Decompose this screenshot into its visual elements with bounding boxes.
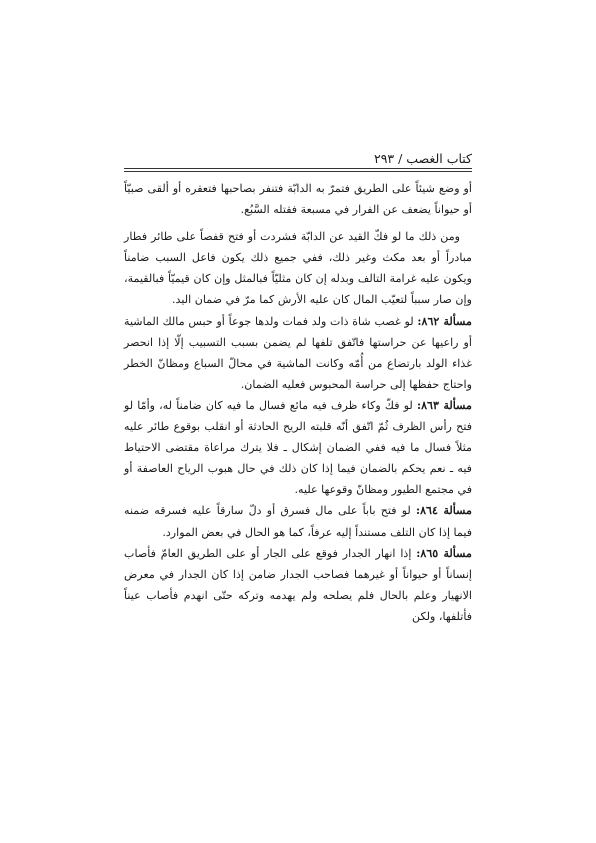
paragraph-examples: [124, 226, 472, 310]
masala-text: لو فكّ وكاء ظرف فيه مائع فسال ما فيه كان ضامناً له، وأمّا لو فتح رأس الظرف ثُمّ اتّفق أنّه قلبته الريح الحادثة أو انقلب بوقوع طائر عليه مثلاً فسال ما فيه ففي الضمان إشكال ـ فلا يترك مراعاة مقتضى الاحتياط فيه ـ نعم يحكم بالضمان فيما إذا كان ذلك في حال هبوب الرياح العاصفة أو في مجتمع الطيور ومظانّ وقوعها عليه.: [124, 398, 472, 497]
masala-label: مسألة ٨٦٣:: [416, 398, 472, 412]
paragraph-text: ومن ذلك ما لو فكّ القيد عن الدابّة فشردت أو فتح قفصاً على طائر فطار مبادراً أو بعد مكث وغير ذلك، ففي جميع ذلك يكون فاعل السبب ضامناً ويكون عليه غرامة التالف وبدله إن كان مثليّاً فبالمثل وإن كان قيميّاً فبالقيمة، وإن صار سبباً لتعيّب المال كان عليه الأرش كما مرّ في ضمان اليد.: [124, 230, 472, 307]
masala-862: [124, 311, 472, 395]
masala-label: مسألة ٨٦٥:: [416, 546, 472, 560]
paragraph-intro: [124, 178, 472, 220]
masala-label: مسألة ٨٦٢:: [417, 314, 472, 328]
masala-863: [124, 395, 472, 500]
masala-864: [124, 500, 472, 542]
masala-text: لو غصب شاة ذات ولد فمات ولدها جوعاً أو حبس مالك الماشية أو راعيها عن حراستها فاتّفق تلفها لم يضمن بسبب التسبيب إلّا إذا انحصر غذاء الولد بارتضاع من أُمّه وكانت الماشية في محالّ السباع ومظانّ الخطر واحتاج حفظها إلى حراسة المحبوس فعليه الضمان.: [124, 314, 472, 391]
header-rule-bottom: [124, 171, 472, 172]
masala-865: [124, 543, 472, 627]
page-body: [124, 178, 472, 627]
paragraph-text: أو وضع شيئاً على الطريق فتمرّ به الدابّة فتنفر بصاحبها فتعقره أو ألقى صبيّاً أو حيواناً يضعف عن الفرار في مسبعة فقتله السَّبُع.: [124, 182, 472, 217]
running-header: كتاب الغصب / ٢٩٣: [373, 151, 472, 166]
masala-text: لو فتح باباً على مال فسرق أو دلّ سارقاً عليه فسرقه ضمنه فيما إذا كان التلف مستنداً إليه عرفاً، كما هو الحال في بعض الموارد.: [124, 504, 472, 539]
masala-label: مسألة ٨٦٤:: [415, 504, 473, 518]
masala-text: إذا انهار الجدار فوقع على الجار أو على الطريق العامّ فأصاب إنساناً أو حيواناً أو غيرهما فصاحب الجدار ضامن إذا كان الجدار في معرض الانهيار وعلم بالحال فلم يصلحه ولم يهدمه وتركه حتّى انهدم فأصاب عيناً فأتلفها، ولكن: [124, 546, 472, 623]
header-rule-top: [124, 168, 472, 169]
